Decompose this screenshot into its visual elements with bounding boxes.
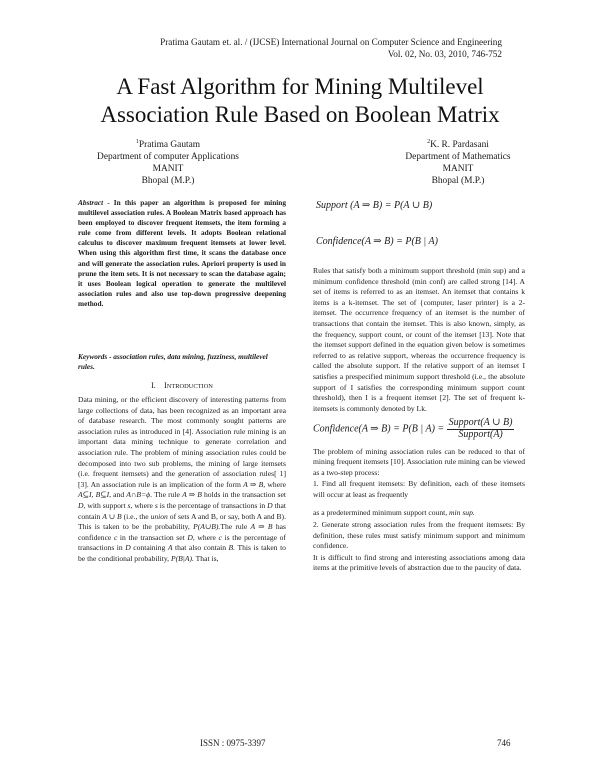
intro-PBA: P(B|A). <box>170 553 194 563</box>
abstract-label: Abstract <box>78 198 104 207</box>
intro-PAuB: P(A∪B). <box>193 522 221 532</box>
intro-text-18: That is, <box>193 553 219 563</box>
intro-text-and: and <box>111 490 127 500</box>
abstract-text: - In this paper an algorithm is proposed for mining multilevel association rules. A Boolean Matrix based approach has been employed to discover frequent itemsets, the item forming a rule come from different levels. It adopts Boolean relational calculus to discover maximum frequent itemsets at lower level. When using this algorithm first time, it scans the database once and will generate the association rules. Apriori property is used in prune the item sets. It is not necessary to scan the database again; it uses Boolean logical operation to generate the multilevel association rules and also use top-down progressive deepening method. <box>78 198 286 308</box>
journal-header <box>160 36 502 60</box>
title-line2: Association Rule Based on Boolean Matrix <box>100 102 500 127</box>
conf-numerator: Support(A ∪ B) <box>448 417 513 429</box>
author-2-name: K. R. Pardasani <box>430 140 489 151</box>
author-1 <box>78 136 258 187</box>
step1-cont-text: as a predetermined minimum support count, <box>313 508 450 518</box>
intro-A: A <box>167 543 173 553</box>
journal-header-line2: Vol. 02, No. 03, 2010, 746-752 <box>387 49 502 59</box>
intro-text-17: This is taken to be the conditional probability, <box>78 543 286 563</box>
intro-text-1: Data mining, or the efficient discovery of interesting patterns from large collections of data, has been recognized as an important area of database research. The most commonly sought patterns are association rules as introduced in [4]. Association rule mining is an important data mining technique to generate correlation and association rule. The problem of mining association rules could be decomposed into two sub problems, the mining of large itemsets (i.e. frequent itemsets) and the generation of association rules[ 1] [3]. An association rule is an implication of the form <box>78 395 286 489</box>
intro-implication-3: A ⇒ B <box>250 522 273 532</box>
author-1-city: Bhopal (M.P.) <box>141 176 195 187</box>
conf-fraction <box>447 418 515 440</box>
section-heading <box>78 381 286 390</box>
step1-continued <box>313 508 525 519</box>
intro-text-8: (i.e., the <box>121 511 151 521</box>
intro-text-14: is the percentage of transactions in <box>78 532 286 553</box>
abstract <box>78 198 286 309</box>
author-1-sup: 1 <box>135 139 139 145</box>
footer-page-number: 746 <box>497 738 511 748</box>
intro-text-13: where <box>194 532 219 542</box>
intro-text-7: that contain <box>78 500 286 521</box>
intro-text-16: that also contain <box>172 543 229 553</box>
section-title-initial: I <box>164 381 167 390</box>
problem-paragraph: The problem of mining association rules can be reduced to that of mining frequent itemsets [10]. Association rule mining can be viewed as a two-step process: <box>313 446 525 477</box>
step1-minsup: min sup. <box>449 508 475 518</box>
author-2-city: Bhopal (M.P.) <box>431 176 485 187</box>
intro-c2: c <box>218 532 222 542</box>
intro-D: D, <box>78 500 86 510</box>
author-1-org: MANIT <box>152 164 184 175</box>
section-number: I. <box>151 381 156 390</box>
intro-s: s, <box>127 500 133 510</box>
intro-text-10: The rule <box>220 522 251 532</box>
intro-text-9: of sets A and B, or say, both A and B). This is taken to be the probability, <box>78 511 286 532</box>
step2-paragraph: 2. Generate strong association rules from the frequent itemsets: By definition, these rules must satisfy minimum support and minimum confidence. <box>313 520 525 551</box>
difficulty-paragraph: It is difficult to find strong and interesting associations among data items at the primitive levels of abstraction due to the paucity of data. <box>313 552 525 573</box>
intro-c: c <box>113 532 118 542</box>
author-2 <box>388 136 528 187</box>
intro-disjoint: A∩B=ϕ <box>126 490 151 500</box>
intro-text-2: . The rule <box>150 490 183 500</box>
intro-text-4: with support <box>85 500 128 510</box>
right-column-body <box>313 266 525 575</box>
footer-issn: ISSN : 0975-3397 <box>200 738 266 748</box>
intro-text-6: is the percentage of transactions in <box>157 500 268 510</box>
intro-s2: s <box>154 500 158 510</box>
intro-text-3: holds in the transaction set <box>201 490 286 500</box>
keywords: Keywords - association rules, data mining, fuzziness, multilevel rules. <box>78 352 268 372</box>
conf-lhs: Confidence(A ⇒ B) = P(B | A) = <box>313 423 445 435</box>
paper-title <box>0 73 600 129</box>
step1-paragraph: 1. Find all frequent itemsets: By definition, each of these itemsets will occur at least as frequently <box>313 479 525 499</box>
author-2-dept: Department of Mathematics <box>405 152 511 163</box>
intro-text-12: in the transaction set <box>117 532 188 542</box>
left-column-body <box>78 395 286 566</box>
journal-header-line1: Pratima Gautam et. al. / (IJCSE) International Journal on Computer Science and Engineering <box>160 37 502 47</box>
intro-implication-2: A ⇒ B <box>182 490 202 500</box>
intro-AuB: A ∪ B <box>102 511 122 521</box>
author-2-org: MANIT <box>442 164 474 175</box>
intro-text-11: has confidence <box>78 522 286 542</box>
confidence-fraction-equation <box>313 418 525 440</box>
conf-denominator: Support(A) <box>458 428 503 440</box>
intro-D2: D <box>267 500 273 510</box>
intro-text-5: where <box>132 500 155 510</box>
author-1-dept: Department of computer Applications <box>97 152 239 163</box>
title-line1: A Fast Algorithm for Mining Multilevel <box>116 74 484 99</box>
intro-B: B. <box>228 543 236 553</box>
intro-union: union <box>150 511 168 521</box>
author-2-sup: 2 <box>427 139 431 145</box>
intro-text-15: containing <box>130 543 168 553</box>
intro-D3: D, <box>187 532 195 542</box>
section-title-rest: NTRODUCTION <box>166 383 213 390</box>
intro-text-where: , where <box>263 479 286 489</box>
intro-D4: D <box>125 543 131 553</box>
author-1-name: Pratima Gautam <box>138 140 201 151</box>
intro-sets: A⊆I, B⊆I, <box>78 490 112 500</box>
intro-implication: A ⇒ B <box>243 479 264 489</box>
intro-paragraph <box>78 395 286 565</box>
support-equation: Support (A ⇒ B) = P(A ∪ B) <box>316 200 433 211</box>
rules-paragraph: Rules that satisfy both a minimum support threshold (min sup) and a minimum confidence threshold (min conf) are called strong [14]. A set of items is referred to as an itemset. An itemset that contains k items is a k-itemset. The set of {computer, laser printer} is a 2-itemset. The occurrence frequency of an itemset is the number of transactions that contain the itemset. This is also known, simply, as the frequency, support count, or count of the itemset [13]. Note that the itemset support defined in the equation given below is sometimes referred to as relative support, whereas the occurrence frequency is called the absolute support. If the relative support of an itemset I satisfies a prespecified minimum support threshold (i.e., the absolute support of I satisfies the corresponding minimum support count threshold), then I is a frequent itemset [2]. The set of frequent k-itemsets is commonly denoted by Lk. <box>313 266 525 413</box>
confidence-equation: Confidence(A ⇒ B) = P(B | A) <box>316 236 438 247</box>
